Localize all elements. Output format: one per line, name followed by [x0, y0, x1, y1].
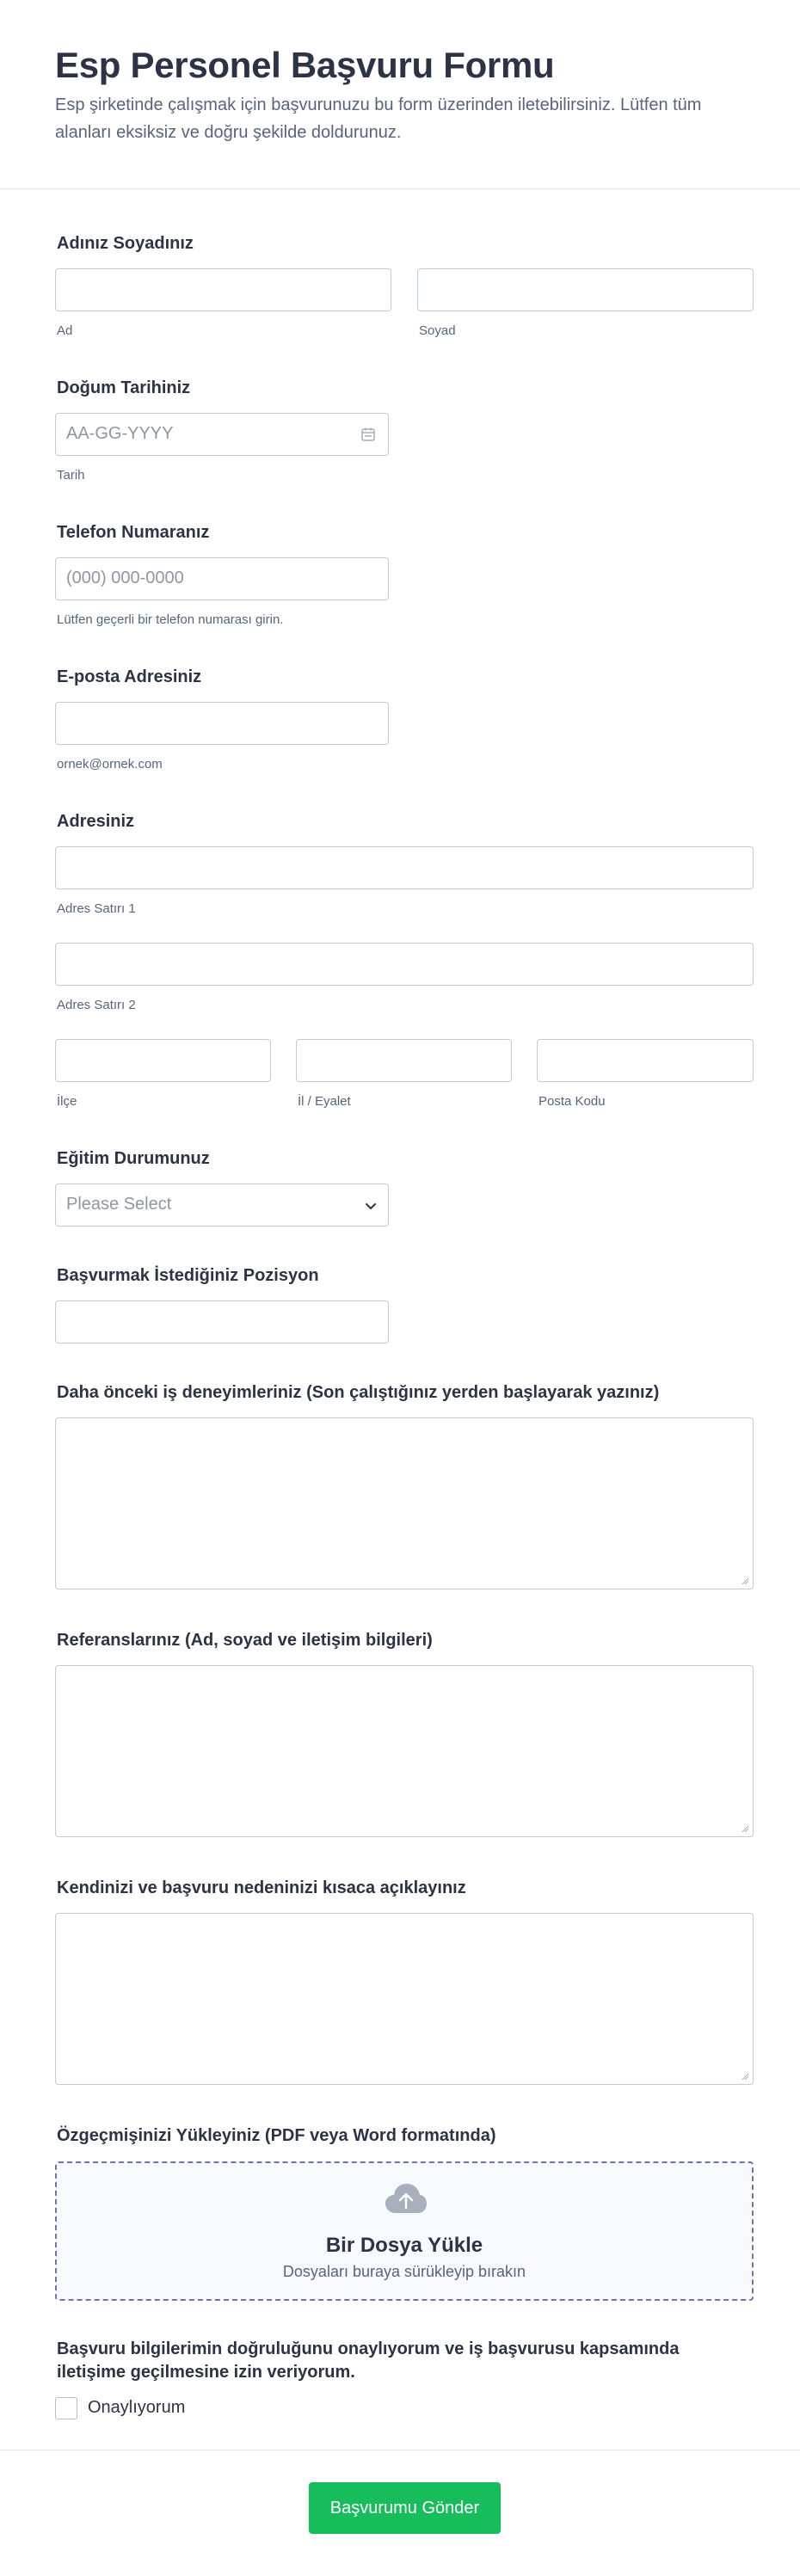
upload-title: Bir Dosya Yükle	[325, 2234, 483, 2257]
birth-date-sublabel: Tarih	[57, 468, 85, 483]
cv-upload-label: Özgeçmişinizi Yükleyiniz (PDF veya Word formatında)	[57, 2126, 496, 2145]
about-label: Kendinizi ve başvuru nedeninizi kısaca açıklayınız	[57, 1878, 466, 1897]
education-label: Eğitim Durumunuz	[57, 1149, 210, 1168]
birth-date-placeholder: AA-GG-YYYY	[66, 424, 174, 443]
upload-hint: Dosyaları buraya sürükleyip bırakın	[282, 2263, 526, 2280]
province-input[interactable]	[296, 1039, 512, 1082]
experience-textarea[interactable]	[55, 1417, 754, 1589]
phone-input[interactable]	[55, 557, 389, 600]
resize-handle-icon[interactable]	[741, 2072, 749, 2081]
email-label: E-posta Adresiniz	[57, 667, 202, 686]
education-select[interactable]	[55, 1183, 389, 1227]
position-label: Başvurmak İstediğiniz Pozisyon	[57, 1266, 319, 1285]
district-input[interactable]	[55, 1039, 271, 1082]
name-label: Adınız Soyadınız	[57, 234, 194, 253]
postal-code-input[interactable]	[537, 1039, 754, 1082]
education-selected-value: Please Select	[66, 1195, 172, 1214]
page-title: Esp Personel Başvuru Formu	[55, 45, 555, 85]
submit-button[interactable]: Başvurumu Gönder	[309, 2482, 501, 2534]
experience-label: Daha önceki iş deneyimleriniz (Son çalıştığınız yerden başlayarak yazınız)	[57, 1383, 660, 1402]
chevron-down-icon	[364, 1199, 378, 1213]
first-name-input[interactable]	[55, 268, 391, 311]
address-line1-input[interactable]	[55, 846, 754, 889]
address-line2-input[interactable]	[55, 943, 754, 986]
consent-text: Başvuru bilgilerimin doğruluğunu onaylıyorum ve iş başvurusu kapsamında iletişime geçilmesine izin veriyorum.	[57, 2339, 680, 2382]
birth-date-label: Doğum Tarihiniz	[57, 378, 191, 397]
address-label: Adresiniz	[57, 812, 135, 831]
resize-handle-icon[interactable]	[741, 1824, 749, 1833]
phone-label: Telefon Numaranız	[57, 523, 210, 542]
birth-date-input[interactable]	[55, 413, 389, 456]
page-description: Esp şirketinde çalışmak için başvurunuzu bu form üzerinden iletebilirsiniz. Lütfen tüm alanları eksiksiz ve doğru şekilde doldurunuz.	[55, 95, 702, 142]
calendar-icon[interactable]	[360, 427, 376, 442]
consent-checkbox[interactable]	[55, 2397, 77, 2419]
address-line2-sublabel: Adres Satırı 2	[57, 998, 136, 1012]
references-label: Referanslarınız (Ad, soyad ve iletişim bilgileri)	[57, 1631, 433, 1650]
province-sublabel: İl / Eyalet	[298, 1094, 351, 1109]
first-name-sublabel: Ad	[57, 323, 73, 338]
phone-sublabel: Lütfen geçerli bir telefon numarası girin.	[57, 612, 284, 627]
postal-code-sublabel: Posta Kodu	[538, 1094, 606, 1109]
references-textarea[interactable]	[55, 1665, 754, 1837]
email-input[interactable]	[55, 702, 389, 745]
cloud-upload-icon	[384, 2182, 428, 2215]
phone-placeholder: (000) 000-0000	[66, 569, 184, 587]
last-name-input[interactable]	[417, 268, 754, 311]
district-sublabel: İlçe	[57, 1094, 77, 1109]
position-input[interactable]	[55, 1300, 389, 1343]
consent-checkbox-label[interactable]: Onaylıyorum	[88, 2398, 186, 2417]
about-textarea[interactable]	[55, 1913, 754, 2085]
form-header	[0, 0, 800, 189]
address-line1-sublabel: Adres Satırı 1	[57, 901, 136, 916]
file-upload-dropzone[interactable]	[55, 2161, 754, 2301]
last-name-sublabel: Soyad	[419, 323, 456, 338]
resize-handle-icon[interactable]	[741, 1577, 749, 1585]
email-sublabel: ornek@ornek.com	[57, 757, 163, 772]
